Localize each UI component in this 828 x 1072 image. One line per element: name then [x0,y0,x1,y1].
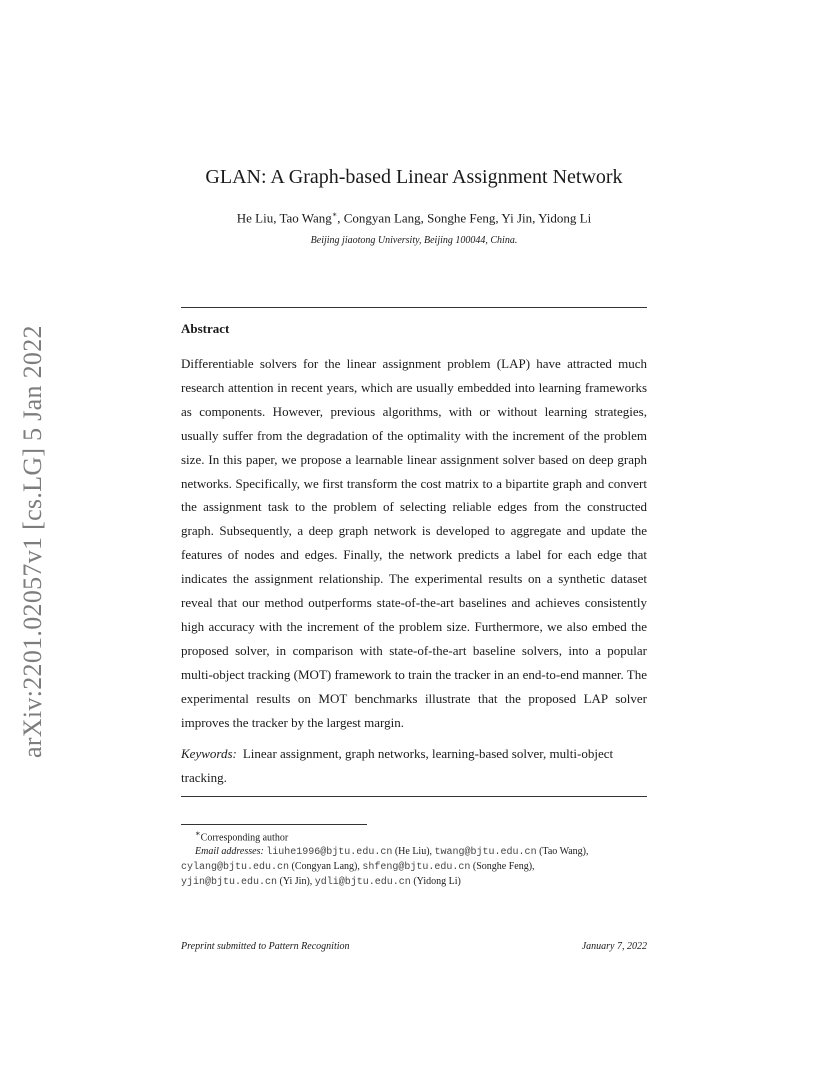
bottom-divider [181,796,647,797]
affiliation: Beijing jiaotong University, Beijing 100044, China. [310,235,518,246]
author-list [0,210,828,226]
arxiv-watermark: arXiv:2201.02057v1 [cs.LG] 5 Jan 2022 [18,325,47,758]
email-owner: (He Liu), [394,846,433,858]
corresponding-mark: ∗ [331,210,338,219]
authors-prefix: He Liu, Tao Wang [236,210,332,226]
footnote-divider [181,824,367,825]
footnote-mark: ∗ [195,829,201,838]
abstract-heading: Abstract [181,321,230,336]
email-link[interactable]: liuhe1996@bjtu.edu.cn [266,847,393,859]
footnote-emails [181,860,651,875]
email-owner: (Yi Jin), [279,876,313,888]
footer-date: January 7, 2022 [581,941,647,952]
footnote-corresponding [181,827,651,845]
email-link[interactable]: shfeng@bjtu.edu.cn [362,862,471,874]
paper-title: GLAN: A Graph-based Linear Assignment Network [205,166,623,188]
email-owner: (Tao Wang), [539,846,589,858]
email-link[interactable]: ydli@bjtu.edu.cn [314,877,411,889]
email-owner: (Yidong Li) [413,876,461,888]
email-owner: (Songhe Feng), [472,861,535,873]
email-link[interactable]: cylang@bjtu.edu.cn [181,862,290,874]
authors-suffix: , Congyan Lang, Songhe Feng, Yi Jin, Yidong Li [337,210,592,226]
corresponding-label: Corresponding author [200,832,289,844]
footnote-emails [181,845,651,860]
footnote-emails [181,875,651,890]
email-label: Email addresses: [195,846,264,858]
email-link[interactable]: yjin@bjtu.edu.cn [181,877,278,889]
keywords-label: Keywords: [181,746,237,761]
top-divider [181,307,647,308]
keywords [181,742,647,790]
footnote [181,827,651,890]
email-owner: (Congyan Lang), [291,861,360,873]
footer-journal: Preprint submitted to Pattern Recognition [181,941,350,952]
email-link[interactable]: twang@bjtu.edu.cn [434,847,537,859]
abstract-body: Differentiable solvers for the linear assignment problem (LAP) have attracted much research attention in recent years, which are usually embedded into learning frameworks as components. However, previous algorithms, with or without learning strategies, usually suffer from the degradation of the optimality with the increment of the problem size. In this paper, we propose a learnable linear assignment solver based on deep graph networks. Specifically, we first transform the cost matrix to a bipartite graph and convert the assignment task to the problem of selecting reliable edges from the constructed graph. Subsequently, a deep graph network is developed to aggregate and update the features of nodes and edges. Finally, the network predicts a label for each edge that indicates the assignment relationship. The experimental results on a synthetic dataset reveal that our method outperforms state-of-the-art baselines and achieves consistently high accuracy with the increment of the problem size. Furthermore, we also embed the proposed solver, in comparison with state-of-the-art baseline solvers, into a popular multi-object tracking (MOT) framework to train the tracker in an end-to-end manner. The experimental results on MOT benchmarks illustrate that the proposed LAP solver improves the tracker by the largest margin. [181,356,647,730]
keywords-text: Linear assignment, graph networks, learning-based solver, multi-object tracking. [181,746,614,785]
